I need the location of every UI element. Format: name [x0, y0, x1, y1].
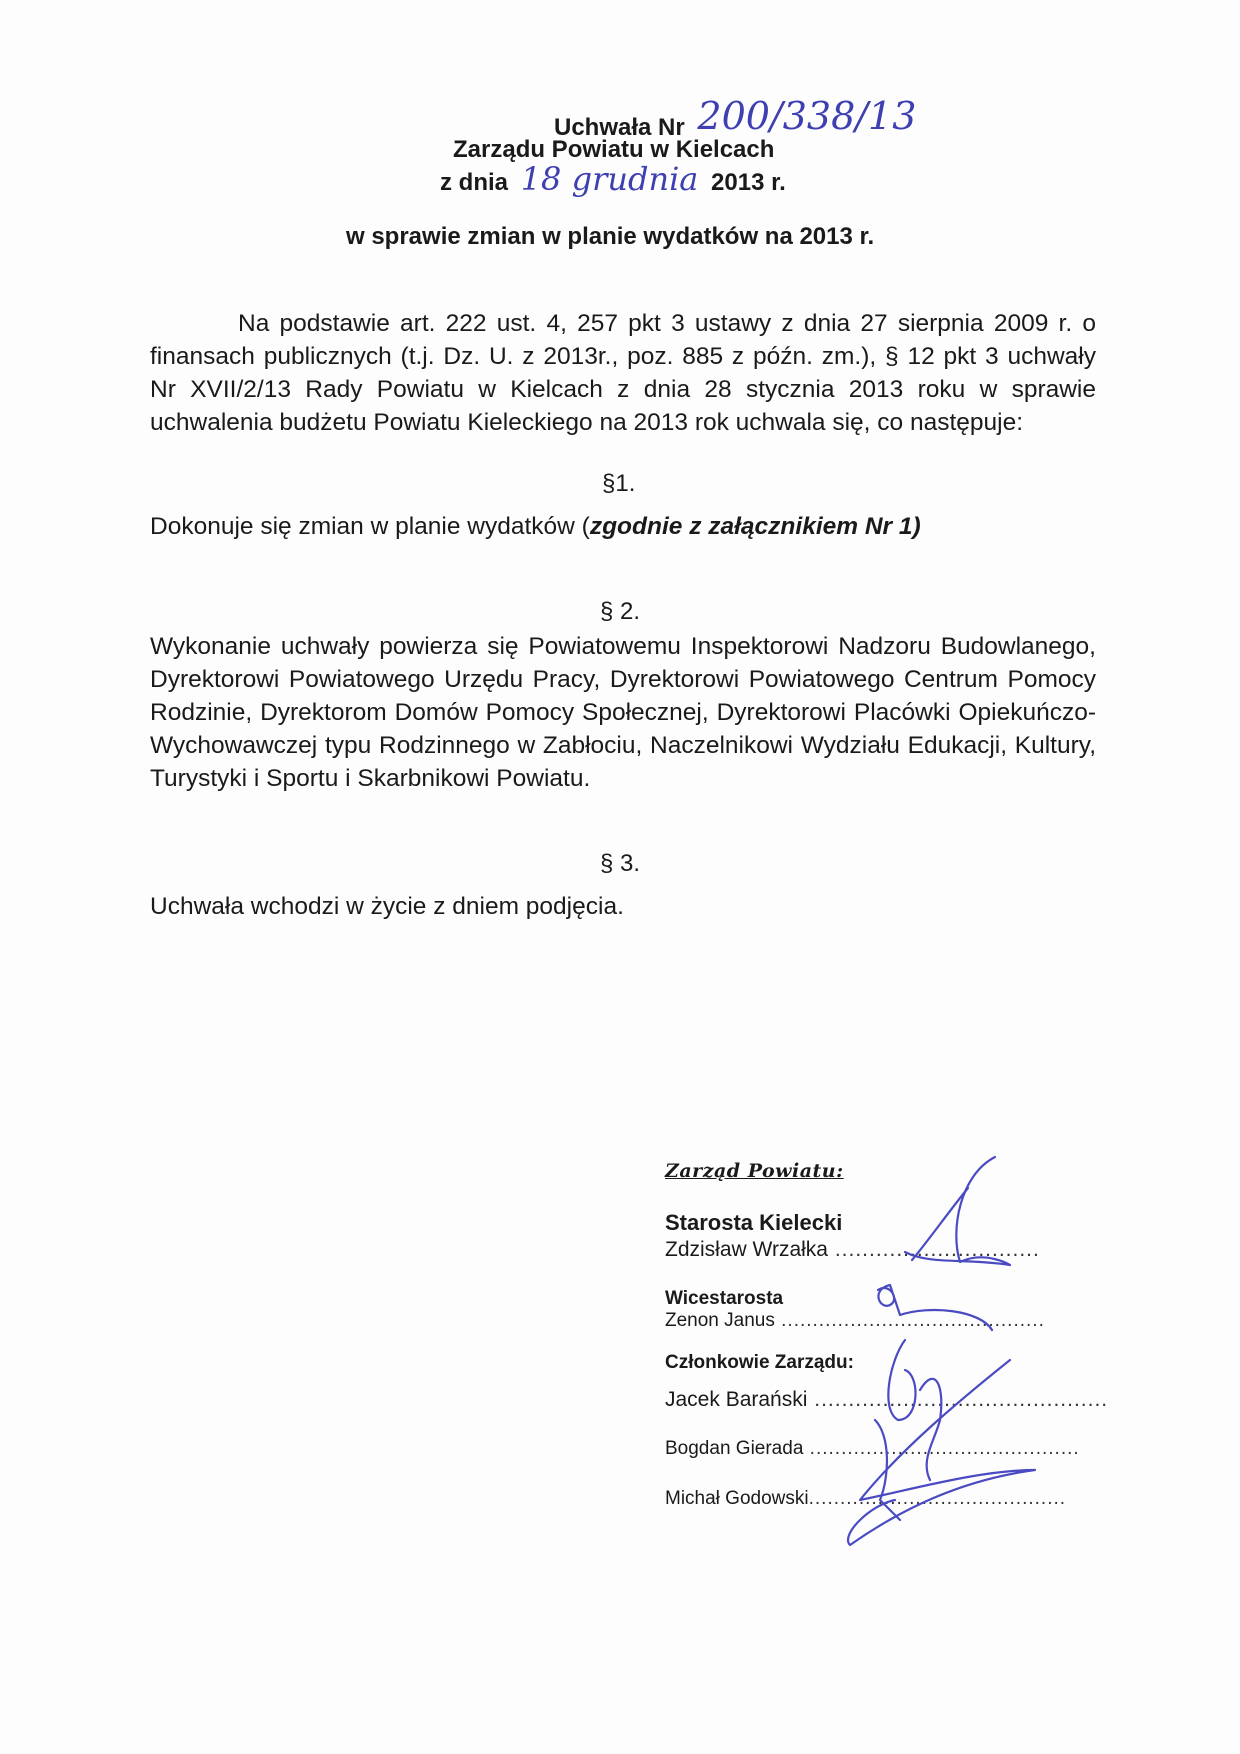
signature-dots: .............................. [827, 1238, 1040, 1261]
signature-dots: .......................................... [774, 1310, 1045, 1331]
signature-wicestarosta [878, 1285, 992, 1330]
wicestarosta-name: Zenon Janus [665, 1310, 775, 1331]
signature-member-1 [888, 1340, 915, 1420]
signature-dots: ........................................... [803, 1438, 1080, 1459]
section-1-heading: §1. [602, 470, 636, 497]
members-role: Członkowie Zarządu: [665, 1352, 854, 1373]
wicestarosta-role: Wicestarosta [665, 1288, 784, 1309]
signature-starosta-stroke [912, 1188, 968, 1260]
member-name: Jacek Barański [665, 1388, 808, 1411]
section-1-emphasis: zgodnie z załącznikiem Nr 1) [589, 513, 921, 540]
handwritten-resolution-number: 200/338/13 [697, 94, 917, 138]
board-title: Zarząd Powiatu: [665, 1160, 844, 1182]
starosta-name: Zdzisław Wrzałka [665, 1238, 828, 1261]
member-name: Bogdan Gierada [665, 1438, 804, 1459]
starosta-role: Starosta Kielecki [665, 1210, 843, 1235]
issuing-body: Zarządu Powiatu w Kielcach [453, 136, 775, 163]
preamble-paragraph: Na podstawie art. 222 ust. 4, 257 pkt 3 ustawy z dnia 27 sierpnia 2009 r. o finansach publicznych (t.j. Dz. U. z 2013r., poz. 885 z późn. zm.), § 12 pkt 3 uchwały Nr XVII/2/13 Rady Powiatu w Kielcach z dnia 28 stycznia 2013 roku w sprawie uchwalenia budżetu Powiatu Kieleckiego na 2013 rok uchwala się, co następuje: [150, 310, 1096, 436]
resolution-number-label: Uchwała Nr [554, 114, 685, 141]
section-1-main: Dokonuje się zmian w planie wydatków ( [150, 513, 590, 540]
signature-member-3 [848, 1360, 1035, 1545]
section-3-heading: § 3. [600, 850, 641, 877]
resolution-subject: w sprawie zmian w planie wydatków na 2013 r. [346, 223, 875, 250]
member-name: Michał Godowski [665, 1488, 809, 1509]
handwritten-date: 18 grudnia [520, 160, 699, 198]
date-year: 2013 r. [711, 169, 786, 196]
signature-dots: ........................................... [807, 1388, 1109, 1411]
signature-dots: ......................................... [808, 1488, 1067, 1509]
section-2-heading: § 2. [600, 598, 641, 625]
section-2-text: Wykonanie uchwały powierza się Powiatowemu Inspektorowi Nadzoru Budowlanego, Dyrektorowi Powiatowego Urzędu Pracy, Dyrektorowi Powiatowego Centrum Pomocy Rodzinie, Dyrektorom Domów Pomocy Społecznej, Dyrektorowi Placówki Opiekuńczo-Wychowawczej typu Rodzinnego w Zabłociu, Naczelnikowi Wydziału Edukacji, Kultury, Turystyki i Sportu i Skarbnikowi Powiatu. [150, 633, 1096, 792]
section-3-text: Uchwała wchodzi w życie z dniem podjęcia. [150, 893, 624, 920]
date-prefix: z dnia [440, 169, 509, 196]
signature-member-1b [920, 1379, 941, 1480]
